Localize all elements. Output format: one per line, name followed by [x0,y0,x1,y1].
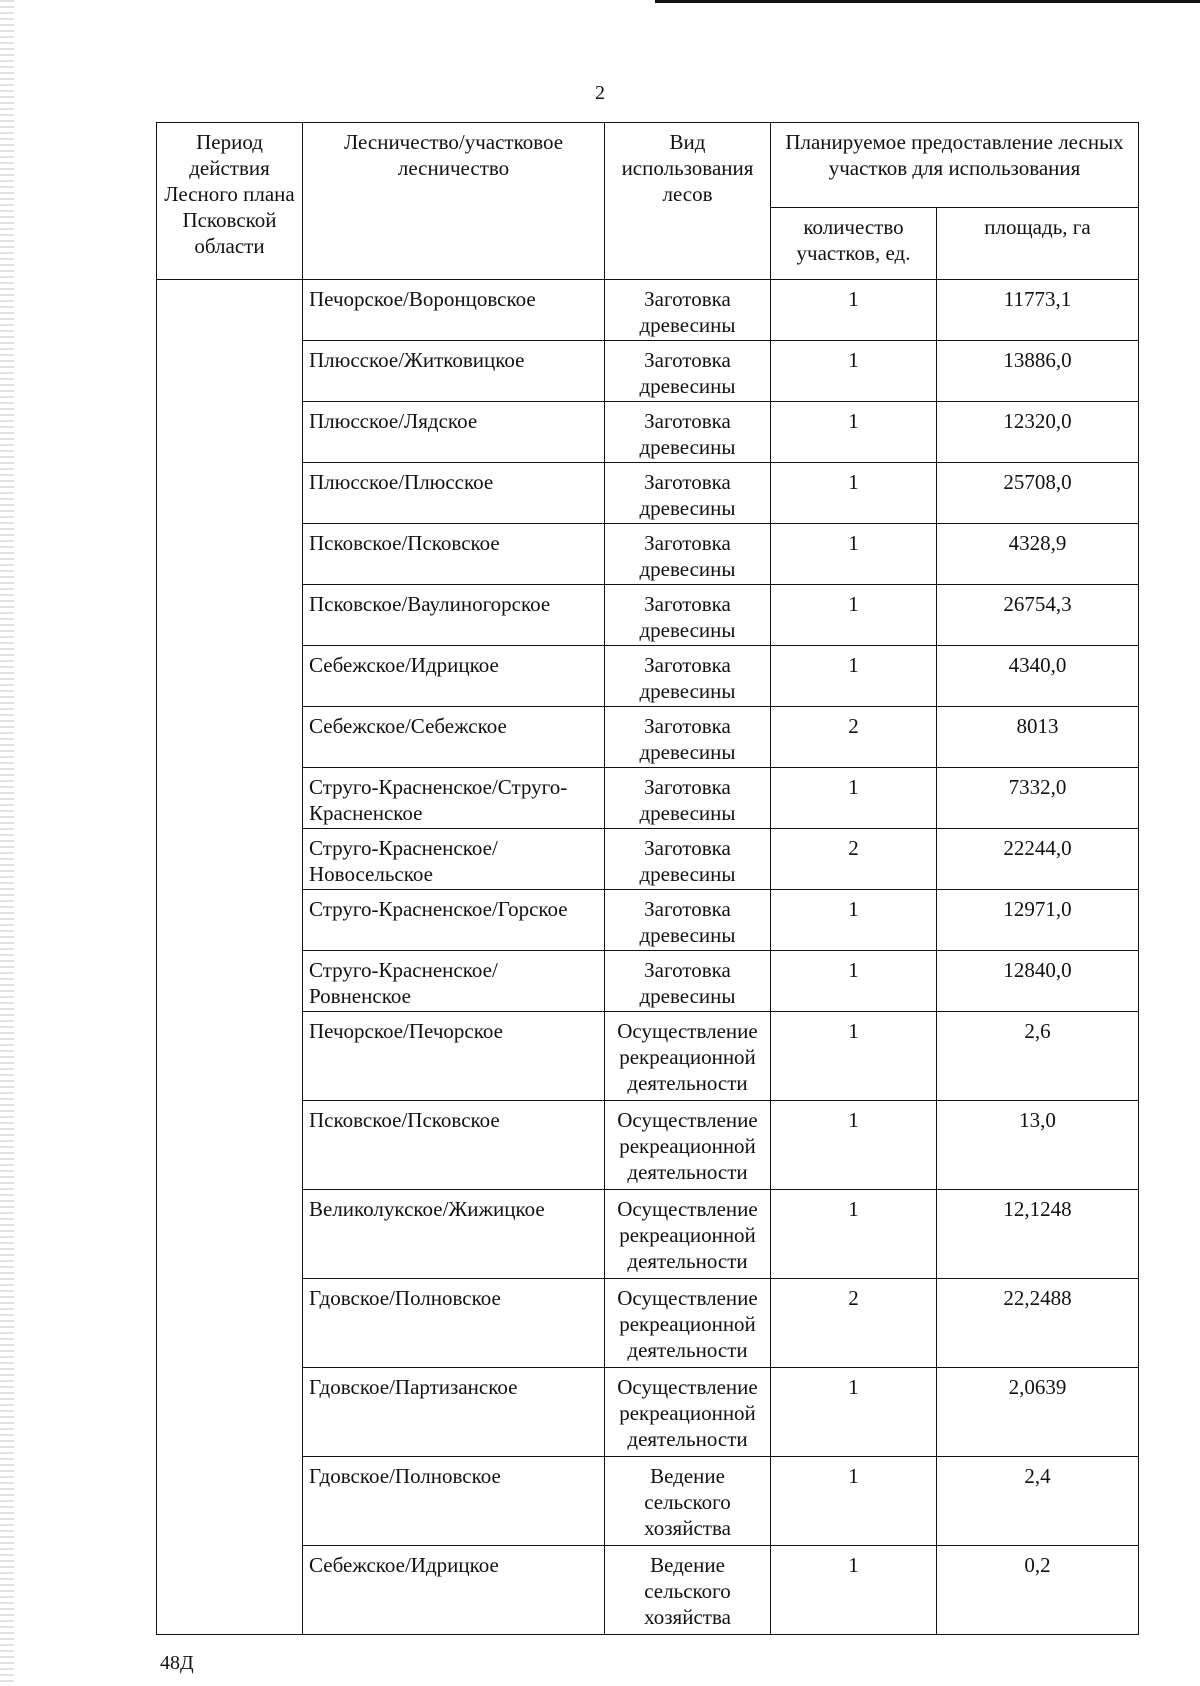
table-row [157,402,1139,463]
area-cell: 11773,1 [937,280,1139,341]
table-row [157,1279,1139,1368]
usage-cell: Заготовка древесины [605,524,771,585]
table-row [157,951,1139,1012]
usage-cell: Заготовка древесины [605,280,771,341]
table-row [157,463,1139,524]
footer-code: 48Д [160,1652,194,1674]
usage-cell: Заготовка древесины [605,463,771,524]
table-row [157,646,1139,707]
table-row [157,768,1139,829]
table-row [157,1012,1139,1101]
area-cell: 2,6 [937,1012,1139,1101]
table-row [157,1368,1139,1457]
area-cell: 7332,0 [937,768,1139,829]
table-row [157,829,1139,890]
forestry-cell: Гдовское/Партизанское [303,1368,605,1457]
header-count: количество участков, ед. [771,208,937,280]
header-usage: Вид использования лесов [605,123,771,280]
table-row [157,585,1139,646]
forestry-cell: Великолукское/Жижицкое [303,1190,605,1279]
count-cell: 2 [771,1279,937,1368]
forestry-cell: Гдовское/Полновское [303,1279,605,1368]
usage-cell: Осуществление рекреационной деятельности [605,1101,771,1190]
table-row [157,341,1139,402]
forestry-cell: Струго-Красненское/Новосельское [303,829,605,890]
forestry-cell: Плюсское/Лядское [303,402,605,463]
usage-cell: Осуществление рекреационной деятельности [605,1279,771,1368]
count-cell: 2 [771,829,937,890]
area-cell: 12840,0 [937,951,1139,1012]
count-cell: 1 [771,1457,937,1546]
count-cell: 1 [771,1546,937,1635]
count-cell: 1 [771,341,937,402]
count-cell: 1 [771,1368,937,1457]
usage-cell: Заготовка древесины [605,402,771,463]
usage-cell: Заготовка древесины [605,951,771,1012]
header-row [157,123,1139,208]
table-row [157,280,1139,341]
forestry-cell: Псковское/Ваулиногорское [303,585,605,646]
header-forestry: Лесничество/участковое лесничество [303,123,605,280]
area-cell: 25708,0 [937,463,1139,524]
forestry-cell: Псковское/Псковское [303,1101,605,1190]
forestry-cell: Печорское/Воронцовское [303,280,605,341]
area-cell: 2,0639 [937,1368,1139,1457]
area-cell: 2,4 [937,1457,1139,1546]
area-cell: 22244,0 [937,829,1139,890]
usage-cell: Заготовка древесины [605,890,771,951]
page-number: 2 [595,82,605,104]
forestry-cell: Струго-Красненское/Ровненское [303,951,605,1012]
area-cell: 13,0 [937,1101,1139,1190]
area-cell: 0,2 [937,1546,1139,1635]
usage-cell: Заготовка древесины [605,768,771,829]
area-cell: 4328,9 [937,524,1139,585]
area-cell: 26754,3 [937,585,1139,646]
forestry-cell: Струго-Красненское/Горское [303,890,605,951]
forestry-cell: Плюсское/Плюсское [303,463,605,524]
area-cell: 12,1248 [937,1190,1139,1279]
area-cell: 4340,0 [937,646,1139,707]
forestry-cell: Печорское/Печорское [303,1012,605,1101]
usage-cell: Заготовка древесины [605,585,771,646]
usage-cell: Ведение сельского хозяйства [605,1457,771,1546]
forestry-cell: Гдовское/Полновское [303,1457,605,1546]
table-row [157,524,1139,585]
count-cell: 1 [771,402,937,463]
count-cell: 1 [771,1012,937,1101]
count-cell: 1 [771,1190,937,1279]
area-cell: 13886,0 [937,341,1139,402]
scan-edge [0,0,14,1686]
table-row [157,1457,1139,1546]
header-area: площадь, га [937,208,1139,280]
table-row [157,890,1139,951]
table-row [157,1190,1139,1279]
area-cell: 12320,0 [937,402,1139,463]
area-cell: 22,2488 [937,1279,1139,1368]
header-planned: Планируемое предоставление лесных участков для использования [771,123,1139,208]
count-cell: 1 [771,890,937,951]
count-cell: 1 [771,1101,937,1190]
count-cell: 1 [771,646,937,707]
forestry-cell: Струго-Красненское/Струго-Красненское [303,768,605,829]
table-row [157,707,1139,768]
forestry-cell: Себежское/Идрицкое [303,1546,605,1635]
count-cell: 1 [771,280,937,341]
area-cell: 12971,0 [937,890,1139,951]
usage-cell: Заготовка древесины [605,707,771,768]
usage-cell: Заготовка древесины [605,829,771,890]
table-row [157,1101,1139,1190]
usage-cell: Заготовка древесины [605,341,771,402]
count-cell: 1 [771,951,937,1012]
table-body [157,280,1139,1635]
forestry-cell: Плюсское/Житковицкое [303,341,605,402]
period-cell [157,280,303,1635]
usage-cell: Ведение сельского хозяйства [605,1546,771,1635]
count-cell: 1 [771,585,937,646]
top-rule [655,0,1200,3]
usage-cell: Осуществление рекреационной деятельности [605,1012,771,1101]
header-period: Период действия Лесного плана Псковской области [157,123,303,280]
count-cell: 1 [771,524,937,585]
table-row [157,1546,1139,1635]
usage-cell: Заготовка древесины [605,646,771,707]
count-cell: 1 [771,463,937,524]
usage-cell: Осуществление рекреационной деятельности [605,1190,771,1279]
usage-cell: Осуществление рекреационной деятельности [605,1368,771,1457]
forestry-cell: Псковское/Псковское [303,524,605,585]
area-cell: 8013 [937,707,1139,768]
count-cell: 2 [771,707,937,768]
forestry-cell: Себежское/Себежское [303,707,605,768]
forestry-cell: Себежское/Идрицкое [303,646,605,707]
forest-plan-table [156,122,1139,1635]
count-cell: 1 [771,768,937,829]
